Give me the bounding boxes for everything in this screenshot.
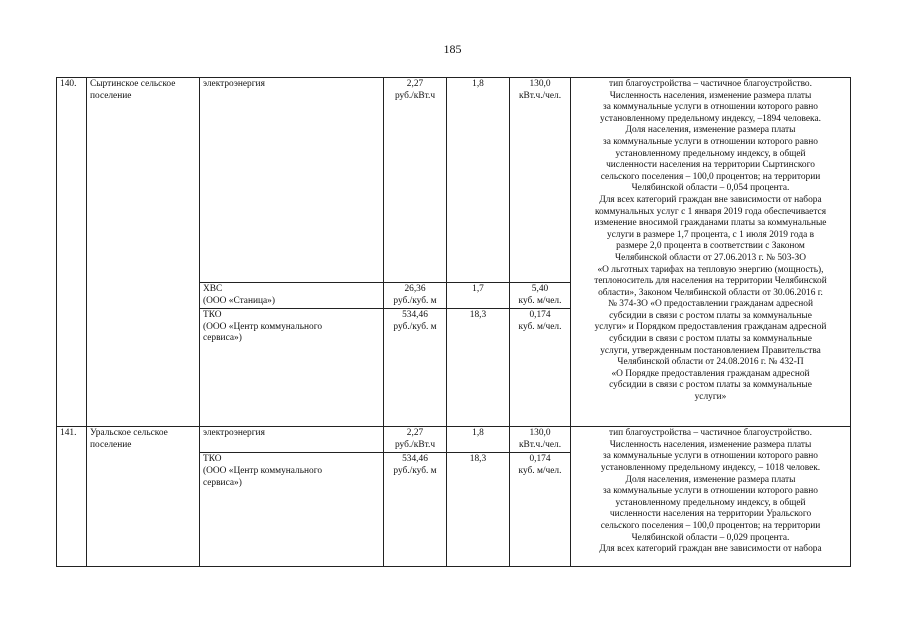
norm-value-line: куб. м/чел. xyxy=(518,465,562,476)
norm-value xyxy=(510,309,571,427)
service-name-line: (ООО «Станица») xyxy=(203,295,275,306)
note-text-line: Челябинской области от 27.06.2013 г. № 503-ЗО xyxy=(615,252,806,263)
norm-value-line: куб. м/чел. xyxy=(518,321,562,332)
index-value: 1,7 xyxy=(447,283,510,309)
row-number: 141. xyxy=(57,427,87,567)
norm-value-line: 0,174 xyxy=(529,454,551,465)
note-text-line: сельского поселения – 100,0 процентов; на территории xyxy=(600,520,821,531)
service-name-line: ТКО xyxy=(203,454,222,465)
note-text-line: «О Порядке предоставления гражданам адресной xyxy=(611,368,810,379)
service-name xyxy=(200,453,384,567)
norm-value-line: кВт.ч./чел. xyxy=(518,439,562,450)
tariff-value-line: 2,27 xyxy=(406,79,424,89)
note-text-line: коммунальных услуг с 1 января 2019 года обеспечивается xyxy=(594,206,827,217)
note-text-line: за коммунальные услуги в отношении которого равно xyxy=(602,136,818,147)
settlement-name-line: поселение xyxy=(90,90,132,101)
norm-value xyxy=(510,78,571,283)
note-text-line: № 374-ЗО «О предоставлении гражданам адресной xyxy=(607,299,814,310)
norm-value-line: куб. м/чел. xyxy=(518,295,562,306)
note-text-line: теплоноситель для населения на территории Челябинской xyxy=(594,276,827,287)
settlement-name xyxy=(87,427,200,567)
service-name-line: ХВС xyxy=(203,284,223,294)
note-text-line: услуги в размере 1,7 процента, с 1 июля 2019 года в xyxy=(606,229,815,240)
note-text-line: численности населения на территории Уральского xyxy=(609,509,812,520)
service-name-line: (ООО «Центр коммунального xyxy=(203,465,323,476)
note-text-line: тип благоустройства – частичное благоустройство. xyxy=(609,79,812,89)
table-row xyxy=(57,427,851,453)
index-value: 1,8 xyxy=(447,427,510,453)
note-text-line: «О льготных тарифах на тепловую энергию (мощность), xyxy=(597,264,824,275)
norm-value xyxy=(510,283,571,309)
note-text-line: за коммунальные услуги в отношении которого равно xyxy=(602,451,818,462)
tariff-value xyxy=(384,309,447,427)
note-text-line: за коммунальные услуги в отношении которого равно xyxy=(602,486,818,497)
service-name-line: (ООО «Центр коммунального xyxy=(203,321,323,332)
service-name xyxy=(200,309,384,427)
service-name-line: электроэнергия xyxy=(203,428,265,439)
settlement-name-line: Уральское сельское xyxy=(90,428,168,439)
page-number: 185 xyxy=(443,42,462,56)
settlement-name-line: поселение xyxy=(90,439,132,450)
note-text-line: тип благоустройства – частичное благоустройство. xyxy=(609,428,812,439)
tariff-value-line: руб./куб. м xyxy=(393,465,437,476)
note-text-line: области», Законом Челябинской области от 30.06.2016 г. xyxy=(598,287,823,298)
note-text-line: Челябинской области – 0,054 процента. xyxy=(631,183,790,194)
settlement-name xyxy=(87,78,200,427)
norm-value-line: 0,174 xyxy=(529,310,551,321)
tariff-value-line: руб./куб. м xyxy=(393,321,437,332)
note-text-line: размере 2,0 процента в соответствии с Законом xyxy=(616,241,805,252)
note-text-line: Челябинской области – 0,029 процента. xyxy=(631,532,790,543)
row-number: 140. xyxy=(57,78,87,427)
service-name-line: ТКО xyxy=(203,310,222,321)
table-row xyxy=(57,78,851,283)
norm-value-line: кВт.ч./чел. xyxy=(518,90,562,101)
note-text-line: субсидии в связи с ростом платы за коммунальные xyxy=(609,334,812,345)
service-name xyxy=(200,283,384,309)
norm-value-line: 130,0 xyxy=(529,79,551,89)
settlement-name-line: Сыртинское сельское xyxy=(90,79,176,89)
tariff-value xyxy=(384,427,447,453)
note-text-line: субсидии в связи с ростом платы за коммунальные xyxy=(609,310,812,321)
note-text-line: услуги» xyxy=(694,392,727,403)
service-name xyxy=(200,427,384,453)
norm-value xyxy=(510,427,571,453)
note-text-line: изменение вносимой гражданами платы за коммунальные xyxy=(594,218,827,229)
service-name-line: сервиса») xyxy=(203,477,242,488)
tariff-value-line: руб./кВт.ч xyxy=(394,90,436,101)
tariff-value-line: руб./куб. м xyxy=(393,295,437,306)
note-text xyxy=(571,427,851,567)
note-text-line: установленному предельному индексу, в общей xyxy=(615,497,806,508)
note-text-line: установленному предельному индексу, –1894 человека. xyxy=(600,113,821,124)
note-text-line: Для всех категорий граждан вне зависимости от набора xyxy=(599,544,822,555)
note-text-line: сельского поселения – 100,0 процентов; на территории xyxy=(600,171,821,182)
note-text-line: за коммунальные услуги в отношении которого равно xyxy=(602,102,818,113)
service-name xyxy=(200,78,384,283)
index-value: 1,8 xyxy=(447,78,510,283)
note-text-line: субсидии в связи с ростом платы за коммунальные xyxy=(609,380,812,391)
tariff-value xyxy=(384,283,447,309)
norm-value-line: 130,0 xyxy=(529,428,551,439)
norm-value-line: 5,40 xyxy=(531,284,549,294)
note-text-line: услуги, утвержденным постановлением Правительства xyxy=(600,345,821,356)
tariff-value-line: 26,36 xyxy=(404,284,426,294)
note-text-line: установленному предельному индексу, в общей xyxy=(615,148,806,159)
tariff-value-line: руб./кВт.ч xyxy=(394,439,436,450)
note-text-line: Для всех категорий граждан вне зависимости от набора xyxy=(599,194,822,205)
tariff-value xyxy=(384,453,447,567)
tariff-value-line: 2,27 xyxy=(406,428,424,439)
tariff-table xyxy=(56,77,851,567)
norm-value xyxy=(510,453,571,567)
note-text-line: Численность населения, изменение размера платы xyxy=(609,439,812,450)
tariff-value xyxy=(384,78,447,283)
note-text-line: Доля населения, изменение размера платы xyxy=(625,125,796,136)
note-text-line: численности населения на территории Сыртинского xyxy=(606,160,815,171)
note-text-line: Доля населения, изменение размера платы xyxy=(625,474,796,485)
index-value: 18,3 xyxy=(447,453,510,567)
tariff-value-line: 534,46 xyxy=(402,310,428,321)
service-name-line: электроэнергия xyxy=(203,79,265,89)
note-text-line: установленному предельному индексу, – 1018 человек. xyxy=(600,462,821,473)
index-value: 18,3 xyxy=(447,309,510,427)
service-name-line: сервиса») xyxy=(203,333,242,344)
note-text-line: Челябинской области от 24.08.2016 г. № 432-П xyxy=(617,357,804,368)
tariff-value-line: 534,46 xyxy=(402,454,428,465)
note-text-line: услуги» и Порядком предоставления гражданам адресной xyxy=(594,322,827,333)
note-text xyxy=(571,78,851,427)
note-text-line: Численность населения, изменение размера платы xyxy=(609,90,812,101)
